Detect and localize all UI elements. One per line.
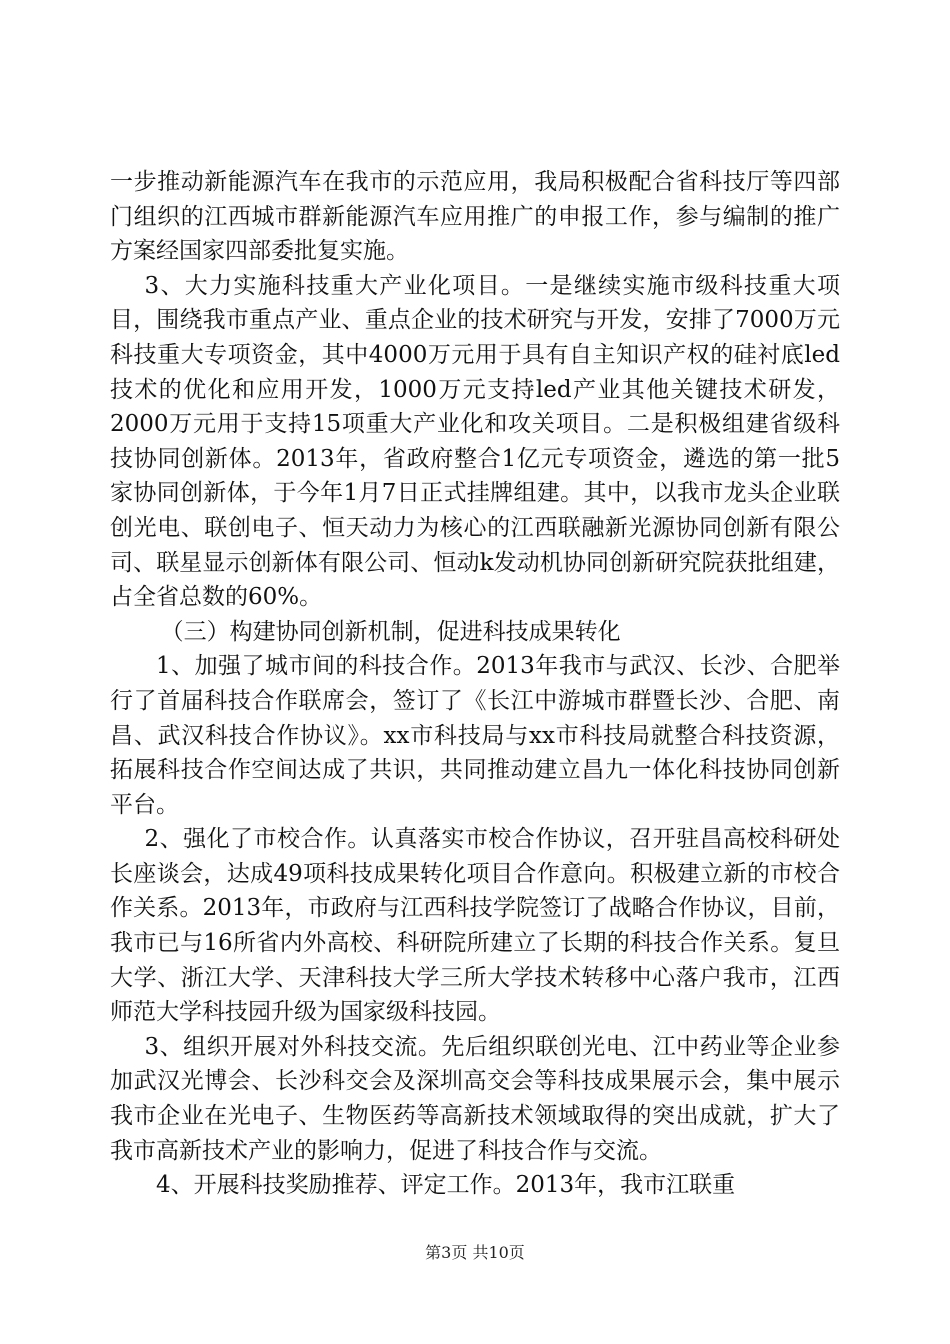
paragraph-awards: 4、开展科技奖励推荐、评定工作。2013年，我市江联重 bbox=[156, 1172, 736, 1199]
paragraph-major-projects: 3、大力实施科技重大产业化项目。一是继续实施市级科技重大项目，围绕我市重点产业、重点企业的技术研究与开发，安排了7000万元科技重大专项资金，其中4000万元用于具有自主知识产权的硅衬底led技术的优化和应用开发，1000万元支持led产业其他关键技术研发，2000万元用于支持15项重大产业化和攻关项目。二是积极组建省级科技协同创新体。2013年，省政府整合1亿元专项资金，遴选的第一批5家协同创新体，于今年1月7日正式挂牌组建。其中，以我市龙头企业联创光电、联创电子、恒天动力为核心的江西联融新光源协同创新有限公司、联星显示创新体有限公司、恒动k发动机协同创新研究院获批组建，占全省总数的60%。 bbox=[110, 272, 840, 611]
document-body bbox=[110, 165, 840, 1203]
paragraph-external-exchange: 3、组织开展对外科技交流。先后组织联创光电、江中药业等企业参加武汉光博会、长沙科交会及深圳高交会等科技成果展示会，集中展示我市企业在光电子、生物医药等高新技术领域取得的突出成就，扩大了我市高新技术产业的影响力，促进了科技合作与交流。 bbox=[110, 1033, 840, 1164]
section-heading-collaborative-innovation: （三）构建协同创新机制，促进科技成果转化 bbox=[160, 618, 621, 645]
paragraph-city-school-cooperation: 2、强化了市校合作。认真落实市校合作协议，召开驻昌高校科研处长座谈会，达成49项科技成果转化项目合作意向。积极建立新的市校合作关系。2013年，市政府与江西科技学院签订了战略合作协议，目前，我市已与16所省内外高校、科研院所建立了长期的科技合作关系。复旦大学、浙江大学、天津科技大学三所大学技术转移中心落户我市，江西师范大学科技园升级为国家级科技园。 bbox=[110, 826, 840, 1026]
paragraph-continuation: 一步推动新能源汽车在我市的示范应用，我局积极配合省科技厅等四部门组织的江西城市群新能源汽车应用推广的申报工作，参与编制的推广方案经国家四部委批复实施。 bbox=[110, 169, 840, 265]
paragraph-city-cooperation: 1、加强了城市间的科技合作。2013年我市与武汉、长沙、合肥举行了首届科技合作联席会，签订了《长江中游城市群暨长沙、合肥、南昌、武汉科技合作协议》。xx市科技局与xx市科技局就整合科技资源，拓展科技合作空间达成了共识，共同推动建立昌九一体化科技协同创新平台。 bbox=[110, 653, 840, 818]
page-footer: 第3页 共10页 bbox=[425, 1243, 525, 1262]
